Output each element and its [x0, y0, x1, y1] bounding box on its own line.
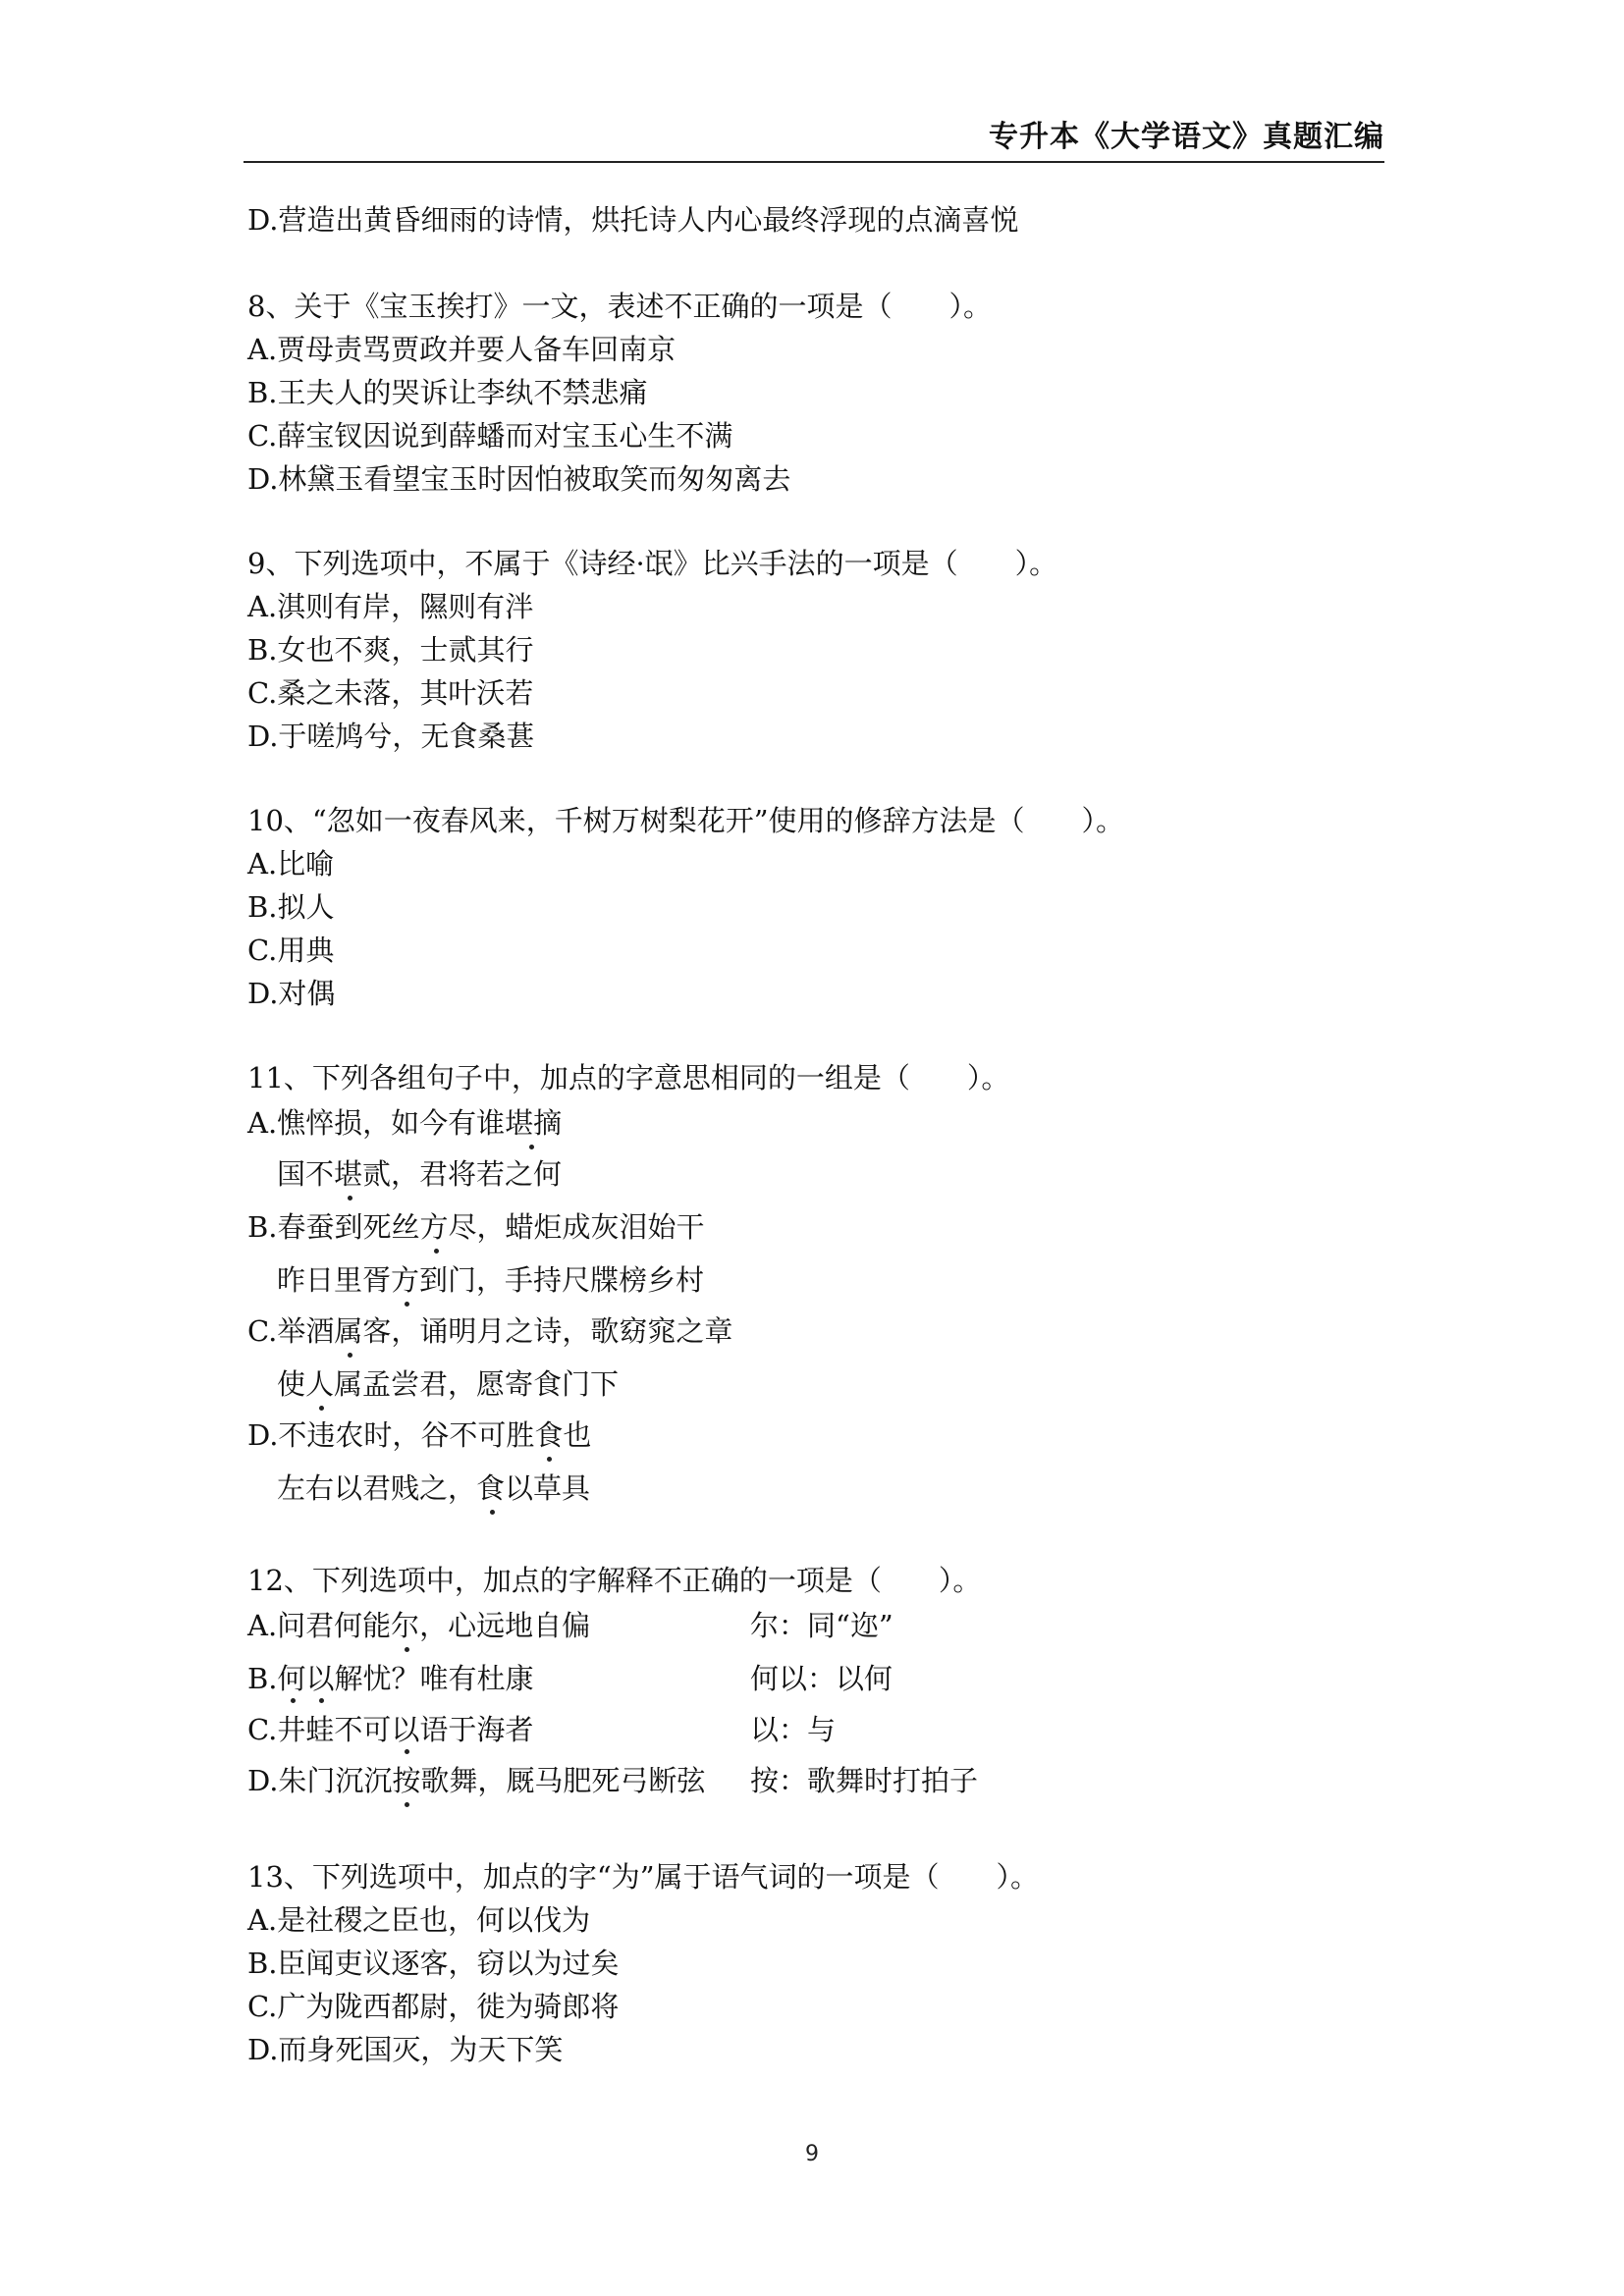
q10-option-d: D.对偶 — [247, 977, 336, 1010]
q11-option-b-second: 昨日里胥方到门，手持尺牒榜乡村 — [277, 1263, 705, 1297]
q11-option-a-second: 国不堪贰，君将若之何 — [277, 1157, 563, 1191]
q13-option-b: B.臣闻吏议逐客，窃以为过矣 — [247, 1947, 620, 1980]
emphasis-dot — [547, 1457, 552, 1462]
header-title: 专升本《大学语文》真题汇编 — [989, 120, 1384, 154]
emphasis-dot — [405, 1749, 409, 1754]
q11-option-d-first: D.不违农时，谷不可胜食也 — [247, 1418, 592, 1452]
q9-option-d: D.于嗟鸠兮，无食桑葚 — [247, 720, 535, 753]
q12-option-b: B.何以解忧？唯有杜康 — [247, 1662, 534, 1695]
page-header — [244, 114, 1384, 163]
q10-option-a: A.比喻 — [247, 847, 335, 881]
q12-stem: 12、下列选项中，加点的字解释不正确的一项是（ ）。 — [247, 1564, 982, 1597]
q11-option-c-first: C.举酒属客，诵明月之诗，歌窈窕之章 — [247, 1314, 733, 1348]
emphasis-dot — [348, 1196, 352, 1201]
q10-option-c: C.用典 — [247, 934, 335, 967]
q11-option-a-first: A.憔悴损，如今有谁堪摘 — [247, 1106, 563, 1140]
page-number: 9 — [805, 2142, 819, 2166]
q10-stem: 10、“忽如一夜春风来，千树万树梨花开”使用的修辞方法是（ ）。 — [247, 804, 1125, 837]
q9-option-c: C.桑之未落，其叶沃若 — [247, 676, 534, 710]
emphasis-dot — [434, 1249, 439, 1254]
emphasis-dot — [319, 1406, 324, 1411]
q7-option-d: D.营造出黄昏细雨的诗情，烘托诗人内心最终浮现的点滴喜悦 — [247, 203, 1019, 237]
emphasis-dot — [490, 1510, 495, 1515]
q10-option-b: B.拟人 — [247, 890, 335, 924]
q12-option-a: A.问君何能尔，心远地自偏 — [247, 1609, 591, 1642]
q11-option-d-second: 左右以君贱之，食以草具 — [277, 1471, 591, 1505]
q8-stem: 8、关于《宝玉挨打》一文，表述不正确的一项是（ ）。 — [247, 290, 992, 323]
q12-option-d-gloss: 按：歌舞时打拍子 — [750, 1764, 979, 1797]
q12-option-d: D.朱门沉沉按歌舞，厩马肥死弓断弦 — [247, 1764, 706, 1797]
q9-stem: 9、下列选项中，不属于《诗经·氓》比兴手法的一项是（ ）。 — [247, 547, 1058, 580]
q12-option-c-gloss: 以：与 — [750, 1713, 837, 1746]
q13-option-a: A.是社稷之臣也，何以伐为 — [247, 1903, 591, 1937]
emphasis-dot — [405, 1302, 409, 1307]
emphasis-dot — [405, 1802, 409, 1807]
q12-option-c: C.井蛙不可以语于海者 — [247, 1713, 534, 1746]
emphasis-dot — [291, 1698, 296, 1703]
q13-option-d: D.而身死国灭，为天下笑 — [247, 2033, 564, 2066]
emphasis-dot — [529, 1145, 534, 1149]
q9-option-a: A.淇则有岸，隰则有泮 — [247, 590, 534, 623]
q11-stem: 11、下列各组句子中，加点的字意思相同的一组是（ ）。 — [247, 1061, 1010, 1095]
q13-option-c: C.广为陇西都尉，徙为骑郎将 — [247, 1990, 620, 2023]
emphasis-dot — [319, 1698, 324, 1703]
q8-option-c: C.薛宝钗因说到薛蟠而对宝玉心生不满 — [247, 419, 733, 453]
q8-option-a: A.贾母责骂贾政并要人备车回南京 — [247, 333, 677, 366]
q11-option-c-second: 使人属孟尝君，愿寄食门下 — [277, 1367, 620, 1401]
q11-option-b-first: B.春蚕到死丝方尽，蜡炬成灰泪始干 — [247, 1210, 705, 1244]
emphasis-dot — [405, 1647, 409, 1652]
q9-option-b: B.女也不爽，士贰其行 — [247, 633, 534, 667]
q12-option-b-gloss: 何以：以何 — [750, 1662, 893, 1695]
q13-stem: 13、下列选项中，加点的字“为”属于语气词的一项是（ ）。 — [247, 1860, 1040, 1894]
q8-option-d: D.林黛玉看望宝玉时因怕被取笑而匆匆离去 — [247, 462, 791, 496]
emphasis-dot — [348, 1353, 352, 1358]
q8-option-b: B.王夫人的哭诉让李纨不禁悲痛 — [247, 376, 648, 409]
q12-option-a-gloss: 尔：同“迩” — [750, 1609, 893, 1642]
